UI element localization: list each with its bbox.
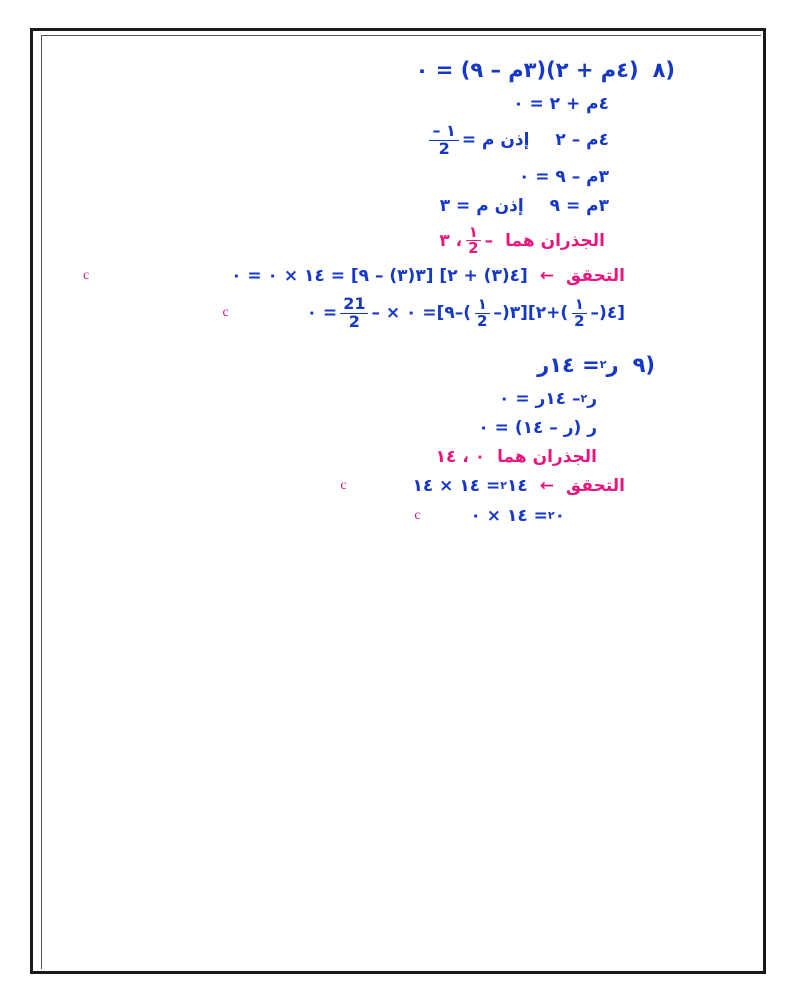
fraction-numerator: ١ [475, 297, 490, 314]
problem-9-check-1-rest: = ١٤ × ١٤ [412, 475, 501, 496]
problem-9-check-1-exponent: ٢ [500, 479, 508, 493]
check-arrow-icon: ← [539, 266, 555, 287]
fraction-denominator: 2 [468, 239, 479, 258]
problem-9-step-2-text: ر (ر – ١٤) = ٠ [478, 417, 597, 438]
problem-8-step-4-connector: إذن م = ٣ [439, 195, 524, 216]
problem-8-step-2-left: ٤م – ٢ [555, 130, 609, 151]
problem-8-check-row-2 [66, 296, 737, 331]
problem-9-check-2-base: ٠ [554, 505, 565, 526]
fraction-denominator: 2 [477, 311, 488, 330]
problem-8-roots-text: ، ٣ [439, 230, 463, 251]
problem-9-check-line-1 [413, 476, 738, 496]
problem-9-roots [66, 447, 737, 467]
problem-9-step-1 [66, 389, 737, 409]
fraction-numerator: 21 [340, 296, 368, 314]
problem-9-check-1-base: ١٤ [507, 475, 528, 496]
problem-9-check-line-2 [470, 506, 737, 526]
problem-8-heading [66, 58, 737, 82]
problem-9-check-row-1 [66, 476, 737, 496]
problem-9-statement-exponent: ٢ [599, 358, 607, 372]
problem-8-step-4 [66, 196, 737, 216]
problem-8-step-2 [66, 123, 737, 158]
problem-8-statement: (٤م + ٢)(٣م – ٩) = ٠ [415, 58, 639, 82]
fraction-numerator: ١ – [429, 123, 458, 141]
problem-9-number: (٩ [632, 352, 655, 377]
problem-8-check-label: التحقق [566, 266, 625, 287]
problem-8-step-4-text: ٣م = ٩ [549, 195, 609, 216]
problem-9-roots-text: ٠ ، ١٤ [435, 446, 486, 467]
teacher-mark-2: c [222, 305, 229, 321]
problem-8-roots [66, 222, 737, 258]
problem-8-step-2-connector: إذن م = [461, 130, 530, 151]
problem-9-check-2-exponent: ٢ [547, 509, 555, 523]
teacher-mark-1: c [82, 268, 90, 284]
problem-8-step-2-fraction [429, 123, 458, 158]
problem-8-check-2-end: = ٠ [306, 303, 338, 324]
problem-9-statement-base: ر [606, 352, 619, 377]
problem-9-step-1-rest: – ١٤ر = ٠ [499, 388, 581, 409]
problem-9-check-row-2 [66, 506, 737, 526]
worksheet-content [42, 36, 761, 969]
fraction-denominator: 2 [348, 311, 360, 331]
problem-8-number: (٨ [652, 58, 675, 82]
problem-8-check-2-fraction-a [571, 297, 587, 330]
problem-8-roots-label: الجذران هما [505, 230, 605, 251]
problem-8-check-line-2 [307, 296, 737, 331]
fraction-denominator: 2 [574, 311, 585, 330]
problem-8-check-2-fraction-c [340, 296, 368, 331]
problem-8-check-2-fraction-b [474, 297, 490, 330]
fraction-denominator: 2 [438, 138, 450, 158]
problem-8-check-line-1 [231, 266, 737, 286]
problem-8-check-2-right: )–٩]= ٠ × – [371, 303, 472, 324]
problem-8-step-1-text: ٤م + ٢ = ٠ [513, 94, 609, 114]
problem-8-step-3-text: ٣م – ٩ = ٠ [518, 166, 609, 187]
problem-8-step-1 [66, 94, 737, 114]
fraction-numerator: ١ [572, 297, 587, 314]
problem-9-roots-label: الجذران هما [497, 446, 597, 467]
check-arrow-icon: ← [539, 475, 555, 496]
problem-8-check-row-1 [66, 266, 737, 286]
problem-8-check-2-mid: )+٢][٣(– [493, 303, 569, 324]
problem-8-roots-minus: – [484, 230, 494, 251]
problem-8-check-2-left: [٤(– [590, 303, 625, 324]
problem-9-step-2 [66, 418, 737, 438]
problem-8-step-3 [66, 167, 737, 187]
problem-9-check-label: التحقق [566, 475, 625, 496]
problem-9-statement-rest: = ١٤ر [537, 352, 600, 377]
problem-9-step-1-base: ر [587, 388, 597, 409]
fraction-numerator: ١ [466, 225, 481, 242]
problem-9-step-1-exponent: ٢ [580, 392, 588, 406]
page-frame [30, 28, 766, 974]
problem-9-heading [66, 353, 737, 377]
problem-8-roots-fraction [465, 222, 481, 258]
teacher-mark-3: c [340, 477, 347, 493]
teacher-mark-4: c [414, 507, 421, 523]
page-inner-border [41, 35, 761, 969]
problem-9-check-2-rest: = ١٤ × ٠ [470, 505, 548, 526]
problem-8-check-expression-1: [٤(٣) + ٢] [٣(٣) – ٩] = ١٤ × ٠ = ٠ [231, 266, 528, 287]
section-gap [66, 331, 737, 345]
